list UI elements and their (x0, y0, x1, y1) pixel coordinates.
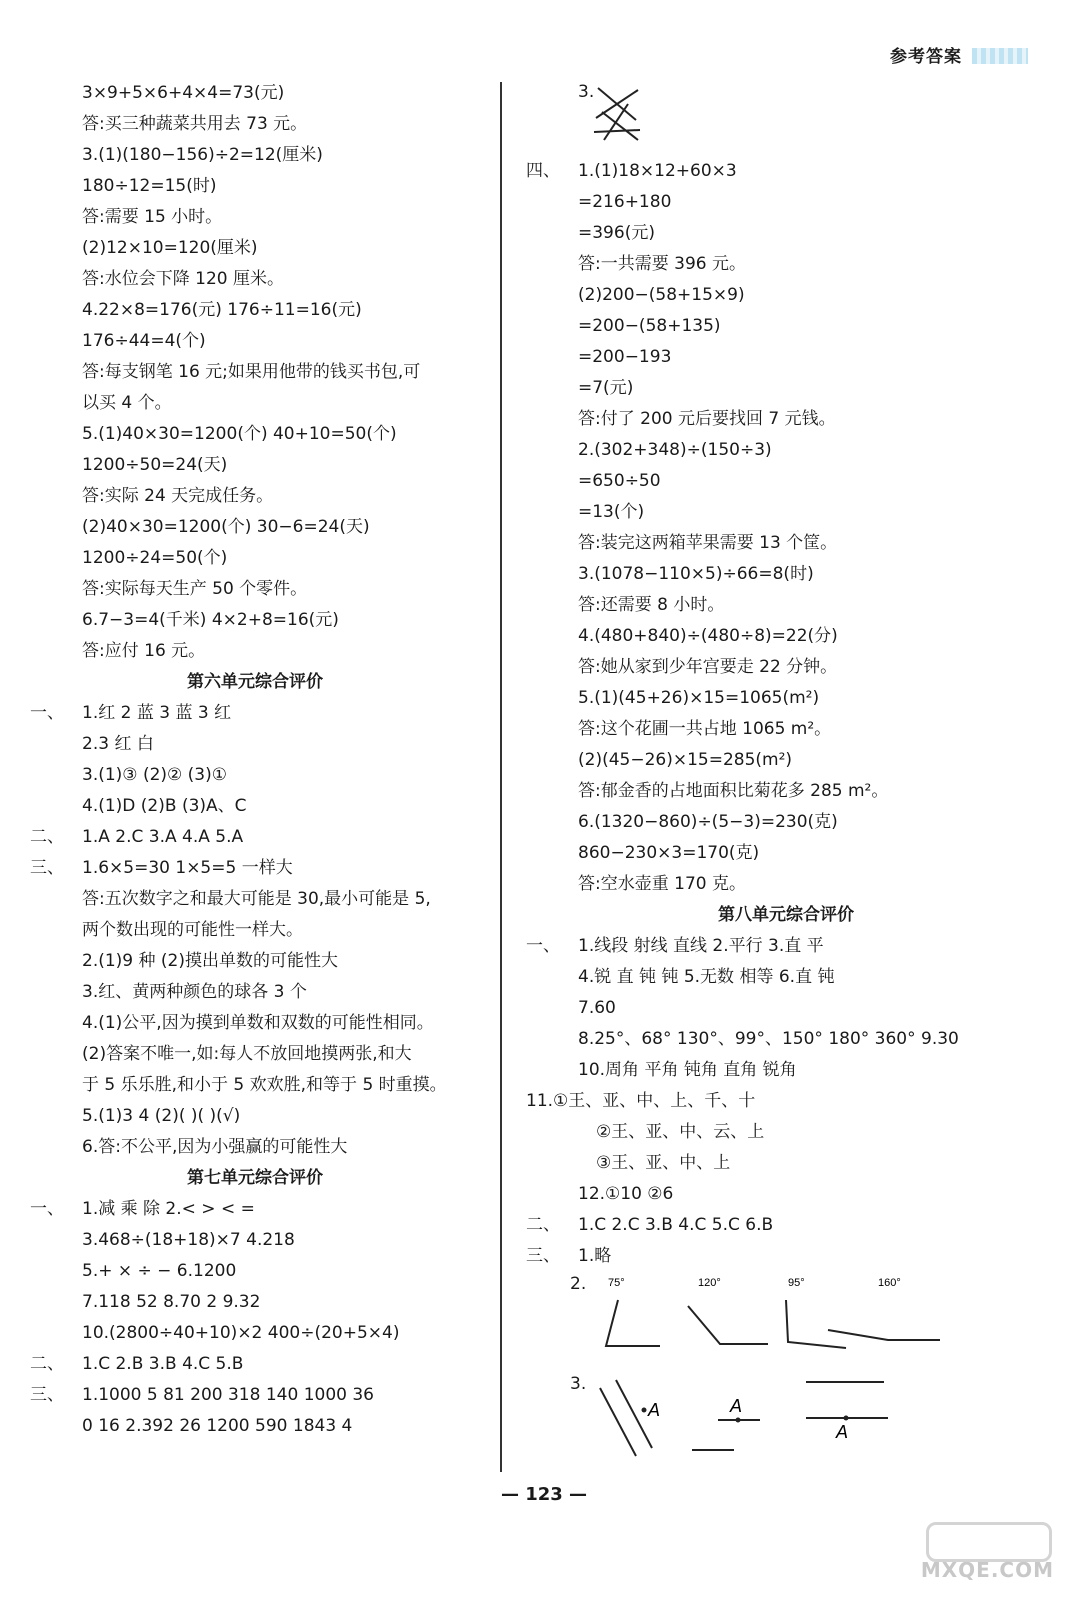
answer-line (526, 1117, 1046, 1148)
point-label-a2: A (730, 1396, 743, 1416)
answer-line (526, 683, 1046, 714)
page-header (890, 42, 1028, 67)
answer-line (526, 249, 1046, 280)
section-title (30, 1163, 480, 1194)
section-title (526, 900, 1046, 931)
answer-text: 3×9+5×6+4×4=73(元) (82, 83, 285, 103)
answer-line (30, 884, 480, 915)
answer-text: 2.3 红 白 (82, 734, 154, 754)
answer-line (526, 280, 1046, 311)
answer-text: 1.1000 5 81 200 318 140 1000 36 (82, 1385, 374, 1405)
answer-text: 答:付了 200 元后要找回 7 元钱。 (578, 409, 836, 429)
answer-line (30, 419, 480, 450)
answer-text: 1.线段 射线 直线 2.平行 3.直 平 (578, 936, 824, 956)
answer-text: 3.468÷(18+18)×7 4.218 (82, 1230, 295, 1250)
angle-drawings (588, 1272, 1058, 1367)
answer-line (526, 404, 1046, 435)
answer-line (526, 1024, 1046, 1055)
answer-text: 两个数出现的可能性一样大。 (82, 920, 303, 940)
answer-text: =200−(58+135) (578, 316, 721, 336)
answer-line (30, 202, 480, 233)
answer-line (526, 652, 1046, 683)
answer-line (526, 776, 1046, 807)
right-column (526, 78, 1046, 1472)
answer-text: =13(个) (578, 502, 645, 522)
answer-text: =650÷50 (578, 471, 661, 491)
answer-text: 1200÷50=24(天) (82, 455, 228, 475)
answer-text: (2)12×10=120(厘米) (82, 238, 258, 258)
angle-label-2: 120° (698, 1277, 721, 1289)
answer-line (526, 1055, 1046, 1086)
parallel-figures (526, 1372, 1046, 1472)
section-title-text: 第七单元综合评价 (187, 1168, 323, 1188)
answer-text: 答:水位会下降 120 厘米。 (82, 269, 284, 289)
answer-text: 11.①王、亚、中、上、千、十 (526, 1091, 756, 1111)
column-divider (500, 82, 502, 1472)
angle-120 (688, 1306, 768, 1344)
answer-text: 6.答:不公平,因为小强赢的可能性大 (82, 1137, 348, 1157)
answer-text: 12.①10 ②6 (578, 1184, 674, 1204)
answer-text: 1200÷24=50(个) (82, 548, 228, 568)
answer-line (30, 822, 480, 853)
header-title: 参考答案 (890, 47, 962, 67)
answer-text: 5.(1)(45+26)×15=1065(m²) (578, 688, 820, 708)
answer-text: 10.周角 平角 钝角 直角 锐角 (578, 1060, 797, 1080)
answer-line (30, 853, 480, 884)
watermark-text: MXQE.COM (920, 1558, 1054, 1582)
answer-text: 答:应付 16 元。 (82, 641, 206, 661)
answer-line (526, 993, 1046, 1024)
answer-line (526, 962, 1046, 993)
answer-text: 4.锐 直 钝 钝 5.无数 相等 6.直 钝 (578, 967, 835, 987)
answer-text: (2)200−(58+15×9) (578, 285, 745, 305)
answer-text: 4.(480+840)÷(480÷8)=22(分) (578, 626, 838, 646)
answer-line (30, 326, 480, 357)
answer-text: 7.118 52 8.70 2 9.32 (82, 1292, 261, 1312)
answer-line (30, 1256, 480, 1287)
answer-text: 1.减 乘 除 2.< > < = (82, 1199, 255, 1219)
answer-line (526, 218, 1046, 249)
answer-line (30, 295, 480, 326)
answer-text: 答:还需要 8 小时。 (578, 595, 725, 615)
answer-line (30, 1194, 480, 1225)
answer-line (30, 636, 480, 667)
section-number: 三、 (30, 858, 64, 878)
answer-text: 5.(1)40×30=1200(个) 40+10=50(个) (82, 424, 397, 444)
section-title (30, 667, 480, 698)
answer-text: 180÷12=15(时) (82, 176, 217, 196)
figure-label: 3. (578, 82, 595, 102)
answer-line (526, 869, 1046, 900)
parallel-drawings (588, 1372, 1058, 1472)
answer-text: 4.(1)公平,因为摸到单数和双数的可能性相同。 (82, 1013, 434, 1033)
answer-text: 8.25°、68° 130°、99°、150° 180° 360° 9.30 (578, 1029, 959, 1049)
answer-text: (2)40×30=1200(个) 30−6=24(天) (82, 517, 370, 537)
answer-line (30, 543, 480, 574)
section-number: 一、 (30, 703, 64, 723)
answer-text: 2.(302+348)÷(150÷3) (578, 440, 772, 460)
section-number: 三、 (30, 1385, 64, 1405)
answer-text: 176÷44=4(个) (82, 331, 206, 351)
answer-line (30, 1101, 480, 1132)
answer-line (30, 1349, 480, 1380)
answer-text: 2.(1)9 种 (2)摸出单数的可能性大 (82, 951, 339, 971)
answer-line (526, 342, 1046, 373)
answer-line (30, 729, 480, 760)
answer-text: 1.6×5=30 1×5=5 一样大 (82, 858, 293, 878)
answer-text: =200−193 (578, 347, 672, 367)
answer-line (526, 187, 1046, 218)
answer-text: 答:实际 24 天完成任务。 (82, 486, 274, 506)
answer-line (526, 1210, 1046, 1241)
angle-95 (786, 1300, 846, 1348)
answer-line (526, 435, 1046, 466)
answer-text: 1.A 2.C 3.A 4.A 5.A (82, 827, 244, 847)
answer-text: 答:五次数字之和最大可能是 30,最小可能是 5, (82, 889, 431, 909)
answer-line (526, 931, 1046, 962)
answer-line (30, 977, 480, 1008)
section-number: 二、 (30, 1354, 64, 1374)
answer-text: 答:需要 15 小时。 (82, 207, 223, 227)
answer-text: 答:实际每天生产 50 个零件。 (82, 579, 308, 599)
left-column (30, 78, 480, 1442)
section-number: 二、 (30, 827, 64, 847)
answer-line (30, 791, 480, 822)
answer-line (30, 915, 480, 946)
section-number: 三、 (526, 1246, 560, 1266)
answer-text: (2)(45−26)×15=285(m²) (578, 750, 793, 770)
page-number: — 123 — (500, 1484, 588, 1505)
answer-text: 10.(2800÷40+10)×2 400÷(20+5×4) (82, 1323, 400, 1343)
answer-text: =216+180 (578, 192, 672, 212)
section-title-text: 第六单元综合评价 (187, 672, 323, 692)
section-number: 二、 (526, 1215, 560, 1235)
answer-text: 答:装完这两箱苹果需要 13 个筐。 (578, 533, 838, 553)
answer-line (30, 1008, 480, 1039)
answer-line (30, 1287, 480, 1318)
answer-text: 5.(1)3 4 (2)( )( )(√) (82, 1106, 241, 1126)
answer-line (526, 807, 1046, 838)
answer-line (526, 466, 1046, 497)
answer-line (30, 1070, 480, 1101)
answer-line (30, 512, 480, 543)
answer-line (30, 264, 480, 295)
answer-line (526, 497, 1046, 528)
answer-line (30, 140, 480, 171)
watermark-badge (926, 1522, 1052, 1562)
answer-text: 答:郁金香的占地面积比菊花多 285 m²。 (578, 781, 889, 801)
answer-line (30, 450, 480, 481)
answer-line (30, 605, 480, 636)
answer-text: 答:这个花圃一共占地 1065 m²。 (578, 719, 832, 739)
answer-text: 860−230×3=170(克) (578, 843, 760, 863)
answer-line (526, 156, 1046, 187)
answer-text: 3.(1)(180−156)÷2=12(厘米) (82, 145, 323, 165)
answer-text: 1.红 2 蓝 3 蓝 3 红 (82, 703, 232, 723)
answer-line (30, 574, 480, 605)
answer-line (526, 621, 1046, 652)
answer-line (526, 1179, 1046, 1210)
answer-text: 答:空水壶重 170 克。 (578, 874, 746, 894)
answer-text: 3.(1078−110×5)÷66=8(时) (578, 564, 814, 584)
answer-line (30, 1411, 480, 1442)
section-number: 一、 (30, 1199, 64, 1219)
answer-text: 1.C 2.B 3.B 4.C 5.B (82, 1354, 244, 1374)
answer-text: ③王、亚、中、上 (596, 1153, 731, 1173)
parallel-figure-label: 3. (570, 1374, 587, 1394)
point-label-a3: A (836, 1422, 849, 1442)
answer-line (526, 838, 1046, 869)
answer-text: 3.红、黄两种颜色的球各 3 个 (82, 982, 307, 1002)
answer-line (30, 946, 480, 977)
crossed-lines-drawing (588, 82, 708, 152)
answer-line (526, 714, 1046, 745)
answer-text: =7(元) (578, 378, 634, 398)
answer-text: 答:一共需要 396 元。 (578, 254, 746, 274)
answer-text: 1.(1)18×12+60×3 (578, 161, 737, 181)
angle-label-3: 95° (788, 1277, 805, 1289)
answer-text: 答:她从家到少年宫要走 22 分钟。 (578, 657, 838, 677)
answer-line (30, 171, 480, 202)
answer-line (526, 590, 1046, 621)
crossed-lines-figure (526, 78, 1046, 156)
angle-75 (606, 1300, 660, 1346)
section-number: 一、 (526, 936, 560, 956)
answer-text: 6.7−3=4(千米) 4×2+8=16(元) (82, 610, 339, 630)
angle-figures (526, 1272, 1046, 1372)
answer-line (526, 1086, 1046, 1117)
answer-line (30, 388, 480, 419)
answer-line (526, 528, 1046, 559)
answer-line (526, 311, 1046, 342)
answer-text: 3.(1)③ (2)② (3)① (82, 765, 227, 785)
section-title-text: 第八单元综合评价 (718, 905, 854, 925)
answer-text: 4.(1)D (2)B (3)A、C (82, 796, 247, 816)
answer-text: 0 16 2.392 26 1200 590 1843 4 (82, 1416, 353, 1436)
answer-line (30, 1225, 480, 1256)
answer-line (30, 1318, 480, 1349)
answer-line (526, 1241, 1046, 1272)
answer-text: 7.60 (578, 998, 616, 1018)
answer-line (30, 760, 480, 791)
angle-160 (828, 1330, 940, 1340)
answer-text: 答:每支钢笔 16 元;如果用他带的钱买书包,可 (82, 362, 421, 382)
watermark-logo (908, 1522, 1058, 1582)
answer-line (526, 1148, 1046, 1179)
header-decoration (972, 48, 1028, 64)
answer-text: 4.22×8=176(元) 176÷11=16(元) (82, 300, 362, 320)
answer-line (30, 1380, 480, 1411)
answer-text: 答:买三种蔬菜共用去 73 元。 (82, 114, 308, 134)
answer-text: 于 5 乐乐胜,和小于 5 欢欢胜,和等于 5 时重摸。 (82, 1075, 447, 1095)
section-number: 四、 (526, 161, 560, 181)
answer-text: (2)答案不唯一,如:每人不放回地摸两张,和大 (82, 1044, 412, 1064)
right-column-lines (526, 156, 1046, 1272)
angle-label-1: 75° (608, 1277, 625, 1289)
answer-line (526, 745, 1046, 776)
answer-text: ②王、亚、中、云、上 (596, 1122, 765, 1142)
answer-line (30, 481, 480, 512)
answer-line (30, 109, 480, 140)
answer-line (30, 357, 480, 388)
answer-line (30, 1039, 480, 1070)
answer-text: 以买 4 个。 (82, 393, 172, 413)
answer-line (526, 373, 1046, 404)
answer-line (526, 559, 1046, 590)
answer-text: 5.+ × ÷ − 6.1200 (82, 1261, 237, 1281)
answer-line (30, 233, 480, 264)
answer-text: 1.略 (578, 1246, 612, 1266)
answer-line (30, 78, 480, 109)
angle-figure-label: 2. (570, 1274, 587, 1294)
answer-line (30, 698, 480, 729)
answer-line (30, 1132, 480, 1163)
angle-label-4: 160° (878, 1277, 901, 1289)
answer-text: 1.C 2.C 3.B 4.C 5.C 6.B (578, 1215, 774, 1235)
answer-text: =396(元) (578, 223, 655, 243)
answer-text: 6.(1320−860)÷(5−3)=230(克) (578, 812, 838, 832)
point-label-a1: A (648, 1400, 661, 1420)
